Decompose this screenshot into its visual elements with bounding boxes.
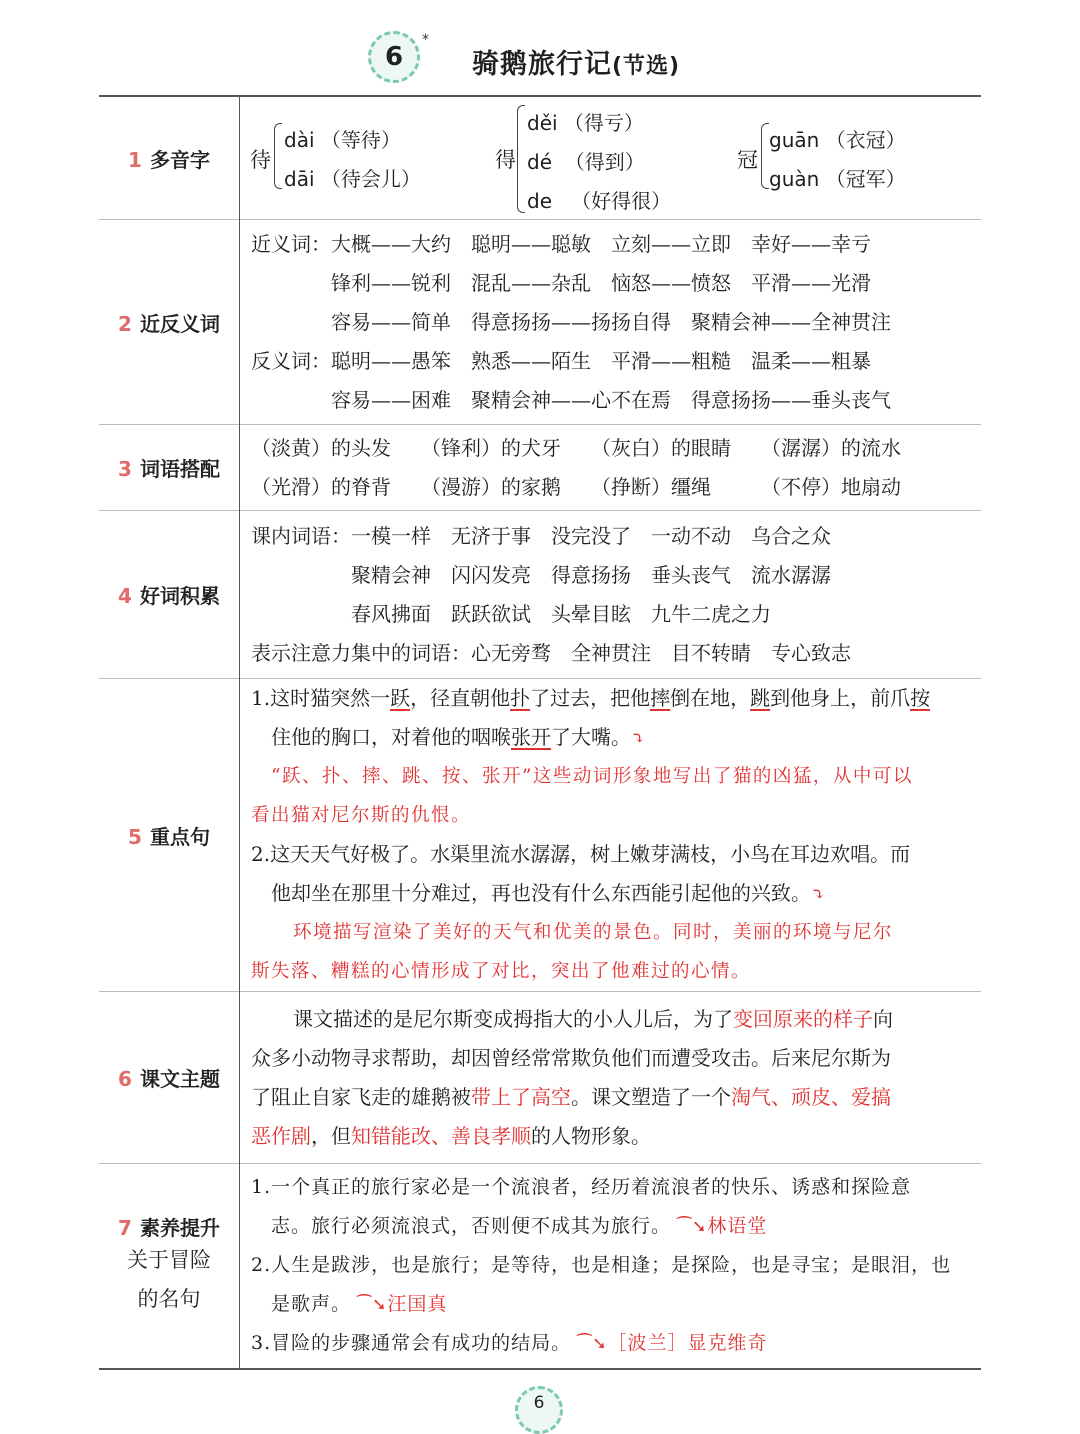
sentence-1-line-1: 1.这时猫突然一跃，径直朝他扑了过去，把他摔倒在地，跳到他身上，前爪按	[251, 686, 931, 710]
sentence-2-line-2: 他却坐在那里十分难过，再也没有什么东西能引起他的兴致。⤵	[271, 881, 826, 905]
row-quotes	[99, 1164, 981, 1369]
quotes-content: 1.一个真正的旅行家必是一个流浪者，经历着流浪者的快乐、诱惑和探险意 志。旅行必须流浪式，否则便不成其为旅行。 ⁀➘林语堂 2.人生是跋涉，也是旅行；是等待，也是相逢；是探险，也是寻宝；是眼泪，也 是歌声。 ⁀➘汪国真 3.冒险的步骤通常会有成功的结局。 ⁀➘［波兰］显克维奇	[251, 1176, 952, 1355]
row-collocations	[99, 425, 981, 511]
lesson-header	[0, 28, 1080, 92]
reading: dāi （待会儿）	[284, 167, 421, 191]
reading: děi （得亏）	[527, 111, 644, 135]
sentence-1-note-2: 看出猫对尼尔斯的仇恨。	[251, 805, 472, 826]
sentence-2-line-1: 2.这天天气好极了。水渠里流水潺潺，树上嫩芽满枝，小鸟在耳边欢唱。而	[251, 842, 911, 866]
theme-content: 课文描述的是尼尔斯变成拇指大的小人儿后，为了变回原来的样子向 众多小动物寻求帮助，却因曾经常常欺负他们而遭受攻击。后来尼尔斯为 了阻止自家飞走的雄鹅被带上了高空。课文塑造了一个淘气、顽皮、爱搞 恶作剧，但知错能改、善良孝顺的人物形象。	[251, 1006, 893, 1148]
attribution-arrow-icon: ⁀➘	[671, 1217, 708, 1238]
row-label: 5 重点句	[99, 679, 240, 992]
title-text: 骑鹅旅行记	[472, 49, 612, 80]
annotation-arrow-icon: ⤵	[631, 729, 646, 749]
good-words-content: 课内词语：一模一样 无济于事 没完没了 一动不动 乌合之众 聚精会神 闪闪发亮 得意扬扬 垂头丧气 流水潺潺 春风拂面 跃跃欲试 头晕目眩 九牛二虎之力 表示注意力集中的词语：心无旁骛 全神贯注 目不转睛 专心致志	[251, 523, 851, 665]
reading: de （好得很）	[527, 189, 672, 213]
key-sentences-content	[240, 679, 982, 992]
reading: dé （得到）	[527, 150, 645, 174]
row-theme	[99, 992, 981, 1164]
reading: dài （等待）	[284, 128, 401, 152]
row-label: 6 课文主题	[99, 992, 240, 1164]
row-label: 3 词语搭配	[99, 425, 240, 511]
attribution-arrow-icon: ⁀➘	[351, 1295, 388, 1316]
row-label: 2 近反义词	[99, 220, 240, 425]
row-synonyms-antonyms	[99, 220, 981, 425]
lesson-marker: *	[422, 32, 429, 48]
attribution-arrow-icon: ⁀➘	[571, 1334, 608, 1355]
reading: guān （衣冠）	[769, 128, 906, 152]
collocations-content: （淡黄）的头发 （锋利）的犬牙 （灰白）的眼睛 （潺潺）的流水 （光滑）的脊背 （漫游）的家鹅 （挣断）缰绳 （不停）地扇动	[251, 435, 901, 499]
row-good-words	[99, 511, 981, 679]
polyphone-content: 待 dài （等待） dāi （待会儿） 得 děi （得亏） dé （得到） de （好得很） 冠 guān （衣冠） guàn （冠军）	[240, 96, 982, 220]
row-label: 1 多音字	[99, 96, 240, 220]
title-subtitle: (节选)	[612, 54, 681, 79]
sentence-2-note: 环境描写渲染了美好的天气和优美的景色。同时，美丽的环境与尼尔	[293, 922, 894, 943]
lesson-number-badge: 6	[368, 31, 420, 83]
annotation-arrow-icon: ⤵	[811, 885, 826, 905]
row-label: 7 素养提升 关于冒险 的名句	[99, 1164, 240, 1369]
reading: guàn （冠军）	[769, 167, 906, 191]
page-title	[472, 42, 680, 81]
row-key-sentences	[99, 679, 981, 992]
page-number: 6	[515, 1386, 563, 1434]
sentence-1-line-2: 住他的胸口，对着他的咽喉张开了大嘴。⤵	[271, 725, 646, 749]
row-label: 4 好词积累	[99, 511, 240, 679]
synonyms-content: 近义词：大概——大约 聪明——聪敏 立刻——立即 幸好——幸亏 锋利——锐利 混乱——杂乱 恼怒——愤怒 平滑——光滑 容易——简单 得意扬扬——扬扬自得 聚精会神——全神贯注 反义词：聪明——愚笨 熟悉——陌生 平滑——粗糙 温柔——粗暴 容易——困难 聚精会神——心不在焉 得意扬扬——垂头丧气	[251, 231, 891, 412]
sentence-2-note-2: 斯失落、糟糕的心情形成了对比，突出了他难过的心情。	[251, 961, 752, 982]
row-polyphone	[99, 96, 981, 220]
sentence-1-note: “跃、扑、摔、跳、按、张开”这些动词形象地写出了猫的凶猛，从中可以	[271, 766, 913, 787]
summary-table	[99, 95, 981, 1370]
